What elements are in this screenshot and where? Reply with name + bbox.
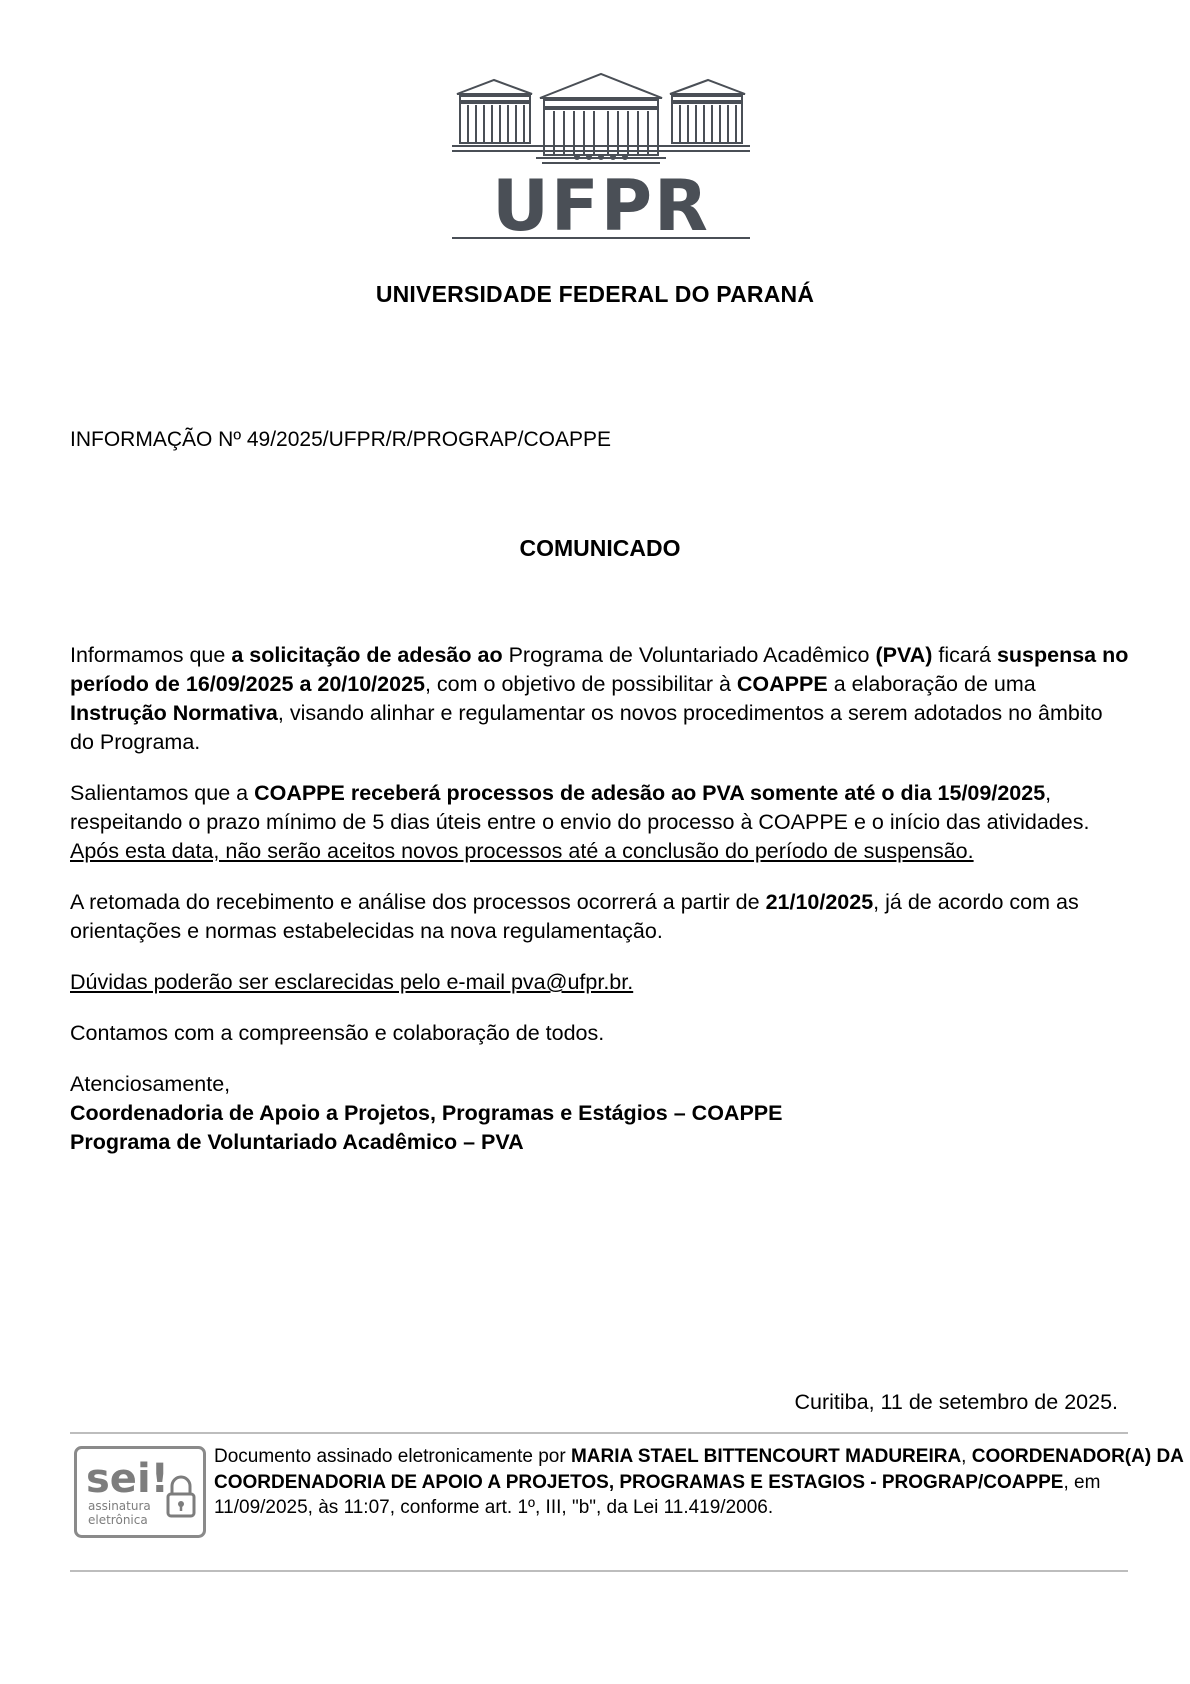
paragraph-4: [70, 968, 1130, 997]
divider-bottom: [70, 1570, 1128, 1572]
p2-bold-1: COAPPE receberá processos de adesão ao PVA somente até o dia 15/09/2025: [254, 781, 1046, 805]
paragraph-1: [70, 641, 1130, 757]
seal-caption-2: eletrônica: [88, 1513, 148, 1527]
closing-program: Programa de Voluntariado Acadêmico – PVA: [70, 1130, 524, 1154]
p5-text-1: Contamos com a compreensão e colaboração de todos.: [70, 1021, 605, 1045]
paragraph-5: [70, 1019, 1130, 1048]
signer-name: MARIA STAEL BITTENCOURT MADUREIRA: [570, 1446, 962, 1467]
ufpr-logo-text: UFPR: [492, 165, 710, 242]
sei-seal-icon: [74, 1446, 206, 1538]
p2-text-1: Salientamos que a: [70, 781, 255, 805]
information-number: INFORMAÇÃO Nº 49/2025/UFPR/R/PROGRAP/COAPPE: [70, 428, 611, 451]
p1-text-3: ficará: [932, 643, 997, 667]
contact-email-line: Dúvidas poderão ser esclarecidas pelo e-mail pva@ufpr.br.: [70, 970, 634, 994]
ufpr-logo: [452, 72, 750, 242]
electronic-signature: [70, 1440, 1184, 1566]
university-name: UNIVERSIDADE FEDERAL DO PARANÁ: [375, 281, 815, 307]
sig-text-3: , em 11/09/2025, às 11:07, conforme art. 1º, III, "b", da Lei 11.419/2006.: [214, 1471, 1101, 1518]
document-body: [70, 641, 1130, 1179]
p1-text-4: , com o objetivo de possibilitar à: [424, 672, 737, 696]
signer-role: COORDENADOR(A) DA COORDENADORIA DE APOIO A PROJETOS, PROGRAMAS E ESTAGIOS - PROGRAP/COAPPE: [214, 1446, 1184, 1493]
closing-block: [70, 1070, 1130, 1157]
city-date: Curitiba, 11 de setembro de 2025.: [794, 1390, 1118, 1414]
paragraph-3: [70, 888, 1130, 946]
p3-bold-1: 21/10/2025: [765, 890, 874, 914]
sig-text-1: Documento assinado eletronicamente por: [214, 1446, 571, 1467]
p3-text-1: A retomada do recebimento e análise dos processos ocorrerá a partir de: [70, 890, 766, 914]
divider-top: [70, 1432, 1128, 1434]
p1-bold-5: Instrução Normativa: [70, 701, 278, 725]
document-title: COMUNICADO: [519, 535, 681, 561]
seal-caption-1: assinatura: [88, 1499, 151, 1513]
sig-text-2: ,: [961, 1446, 972, 1467]
p1-bold-2: (PVA): [875, 643, 933, 667]
p1-bold-1: a solicitação de adesão ao: [231, 643, 503, 667]
closing-unit: Coordenadoria de Apoio a Projetos, Programas e Estágios – COAPPE: [70, 1101, 783, 1125]
p1-text-1: Informamos que: [70, 643, 232, 667]
p1-bold-3: suspensa no período de 16/09/2025 a 20/10/2025: [70, 643, 1129, 696]
p1-text-5: a elaboração de uma: [827, 672, 1036, 696]
p1-text-2: Programa de Voluntariado Acadêmico: [502, 643, 876, 667]
p3-text-2: , já de acordo com as orientações e normas estabelecidas na nova regulamentação.: [70, 890, 1079, 943]
p2-text-2: , respeitando o prazo mínimo de 5 dias úteis entre o envio do processo à COAPPE e o início das atividades.: [70, 781, 1090, 834]
seal-word: sei!: [86, 1456, 169, 1502]
p2-underlined: Após esta data, não serão aceitos novos processos até a conclusão do período de suspensão.: [70, 839, 974, 863]
closing-greeting: Atenciosamente,: [70, 1072, 231, 1096]
p1-bold-4: COAPPE: [736, 672, 828, 696]
p1-text-6: , visando alinhar e regulamentar os novos procedimentos a serem adotados no âmbito do Programa.: [70, 701, 1103, 754]
paragraph-2: [70, 779, 1130, 866]
signature-text: [214, 1444, 1190, 1521]
sei-seal: [74, 1446, 206, 1538]
ufpr-building-icon: [452, 72, 750, 242]
